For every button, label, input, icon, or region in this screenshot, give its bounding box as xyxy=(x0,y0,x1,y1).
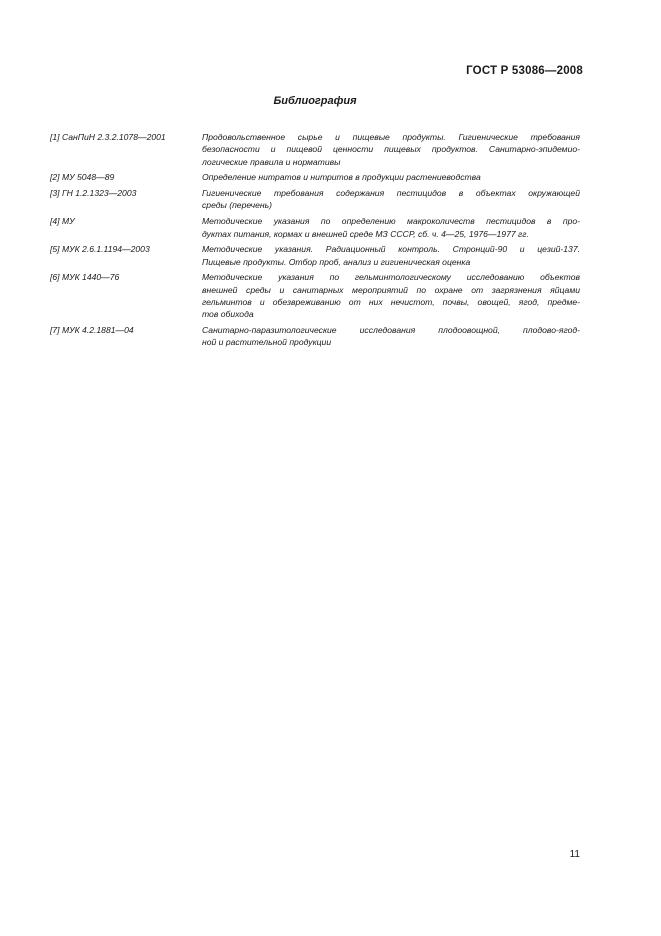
description-line: внешней среды и санитарных мероприятий по охране от загрязнения яйцами xyxy=(202,284,580,295)
description-line: безопасности и пищевой ценности пищевых продуктов. Санитарно-эпидемио- xyxy=(202,144,580,155)
reference-description xyxy=(202,131,580,168)
reference-description xyxy=(202,187,580,212)
description-line: Методические указания по гельминтологическому исследованию объектов xyxy=(202,272,580,283)
description-line: ной и растительной продукции xyxy=(202,337,332,348)
bibliography-entry xyxy=(50,171,580,183)
description-line: Определение нитратов и нитритов в продукции растениеводства xyxy=(202,172,481,183)
bibliography-list xyxy=(50,131,580,352)
bibliography-entry xyxy=(50,131,580,168)
bibliography-entry xyxy=(50,243,580,268)
bibliography-entry xyxy=(50,271,580,320)
bibliography-entry xyxy=(50,187,580,212)
bibliography-entry xyxy=(50,215,580,240)
reference-code: [1] СанПиН 2.3.2.1078—2001 xyxy=(50,132,166,142)
reference-code: [5] МУК 2.6.1.1194—2003 xyxy=(50,244,150,255)
reference-code: [6] МУК 1440—76 xyxy=(50,272,120,283)
description-line: Санитарно-паразитологические исследования плодоовощной, плодово-ягод- xyxy=(202,325,580,336)
description-line: Методические указания. Радиационный контроль. Стронций-90 и цезий-137. xyxy=(202,244,580,255)
reference-description xyxy=(202,243,580,268)
description-line: логические правила и нормативы xyxy=(202,156,341,167)
reference-code: [2] МУ 5048—89 xyxy=(50,172,115,183)
reference-description xyxy=(202,215,580,240)
document-code: ГОСТ Р 53086—2008 xyxy=(466,65,583,77)
description-line: среды (перечень) xyxy=(202,200,273,211)
reference-code: [7] МУК 4.2.1881—04 xyxy=(50,325,134,336)
description-line: Пищевые продукты. Отбор проб, анализ и гигиеническая оценка xyxy=(202,256,471,267)
reference-description xyxy=(202,171,580,183)
description-line: Методические указания по определению макроколичеств пестицидов в про- xyxy=(202,216,580,227)
reference-description xyxy=(202,271,580,320)
description-line: тов обихода xyxy=(202,309,254,320)
description-line: Продовольственное сырье и пищевые продукты. Гигиенические требования xyxy=(202,132,580,142)
reference-code: [3] ГН 1.2.1323—2003 xyxy=(50,188,137,199)
reference-description xyxy=(202,324,580,349)
section-title: Библиография xyxy=(273,95,357,107)
description-line: гельминтов и обезвреживанию от них нечистот, почвы, овощей, ягод, предме- xyxy=(202,297,580,308)
bibliography-entry xyxy=(50,324,580,349)
reference-code: [4] МУ xyxy=(50,216,75,227)
description-line: Гигиенические требования содержания пестицидов в объектах окружающей xyxy=(202,188,580,199)
description-line: дуктах питания, кормах и внешней среде МЗ СССР, сб. ч. 4—25, 1976—1977 гг. xyxy=(202,228,529,239)
page-number: 11 xyxy=(569,849,580,860)
